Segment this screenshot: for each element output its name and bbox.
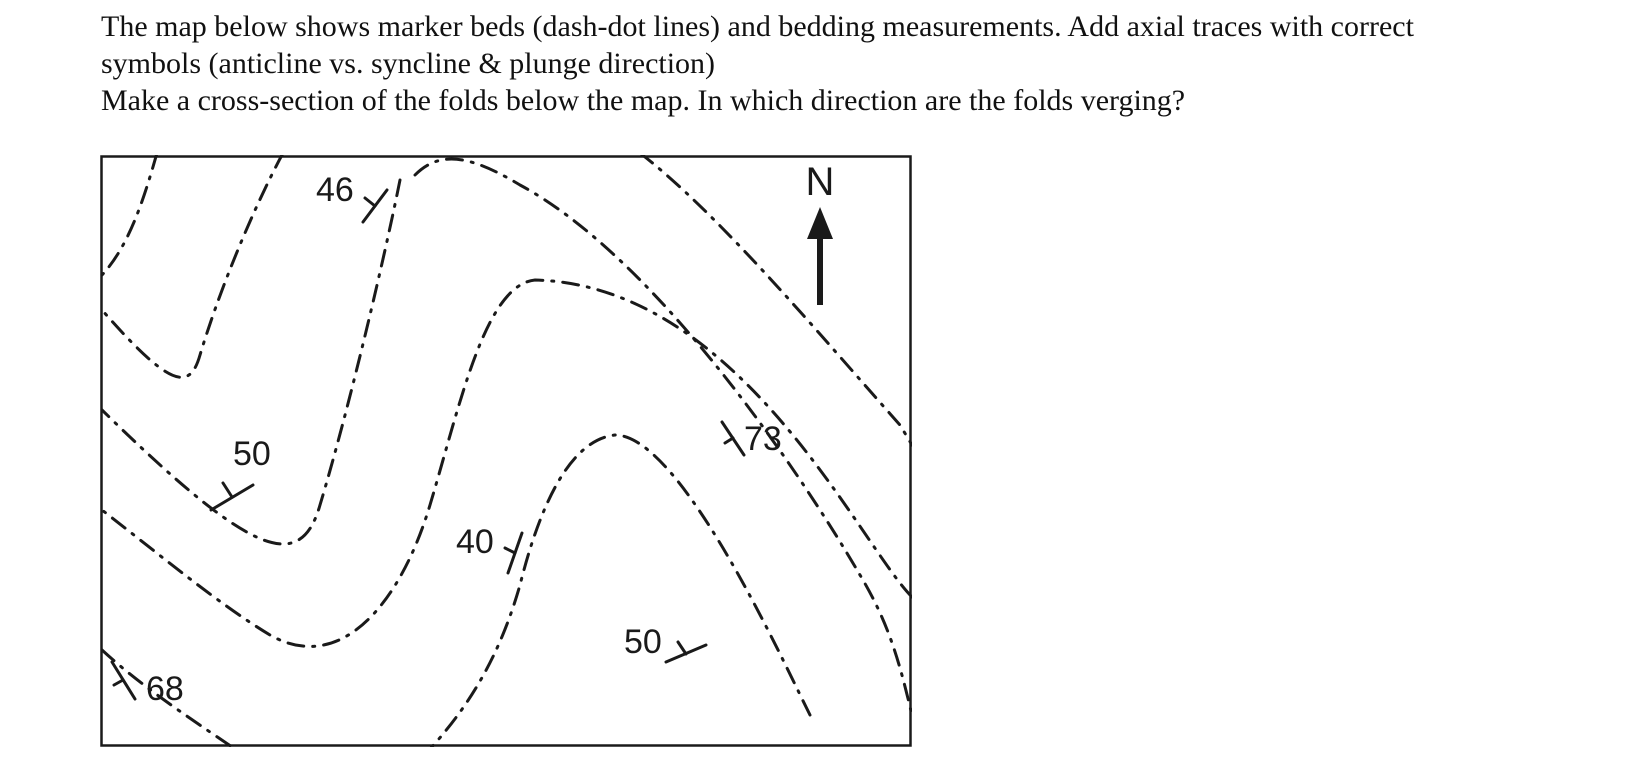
dip-value: 46 <box>316 171 354 209</box>
dip-value: 50 <box>233 435 271 473</box>
question-line-3: Make a cross-section of the folds below the map. In which direction are the folds verging? <box>101 84 1186 117</box>
dip-value: 50 <box>624 623 662 661</box>
question-text <box>101 8 1541 119</box>
dip-value: 73 <box>744 420 782 458</box>
geologic-map <box>100 155 912 747</box>
north-label: N <box>805 160 835 204</box>
map-frame <box>102 157 911 746</box>
map-canvas <box>100 155 912 747</box>
question-line-1: The map below shows marker beds (dash-dot lines) and bedding measurements. Add axial traces with correct <box>101 10 1414 43</box>
dip-value: 40 <box>456 523 494 561</box>
question-line-2: symbols (anticline vs. syncline & plunge direction) <box>101 47 716 80</box>
dip-value: 68 <box>146 670 184 708</box>
